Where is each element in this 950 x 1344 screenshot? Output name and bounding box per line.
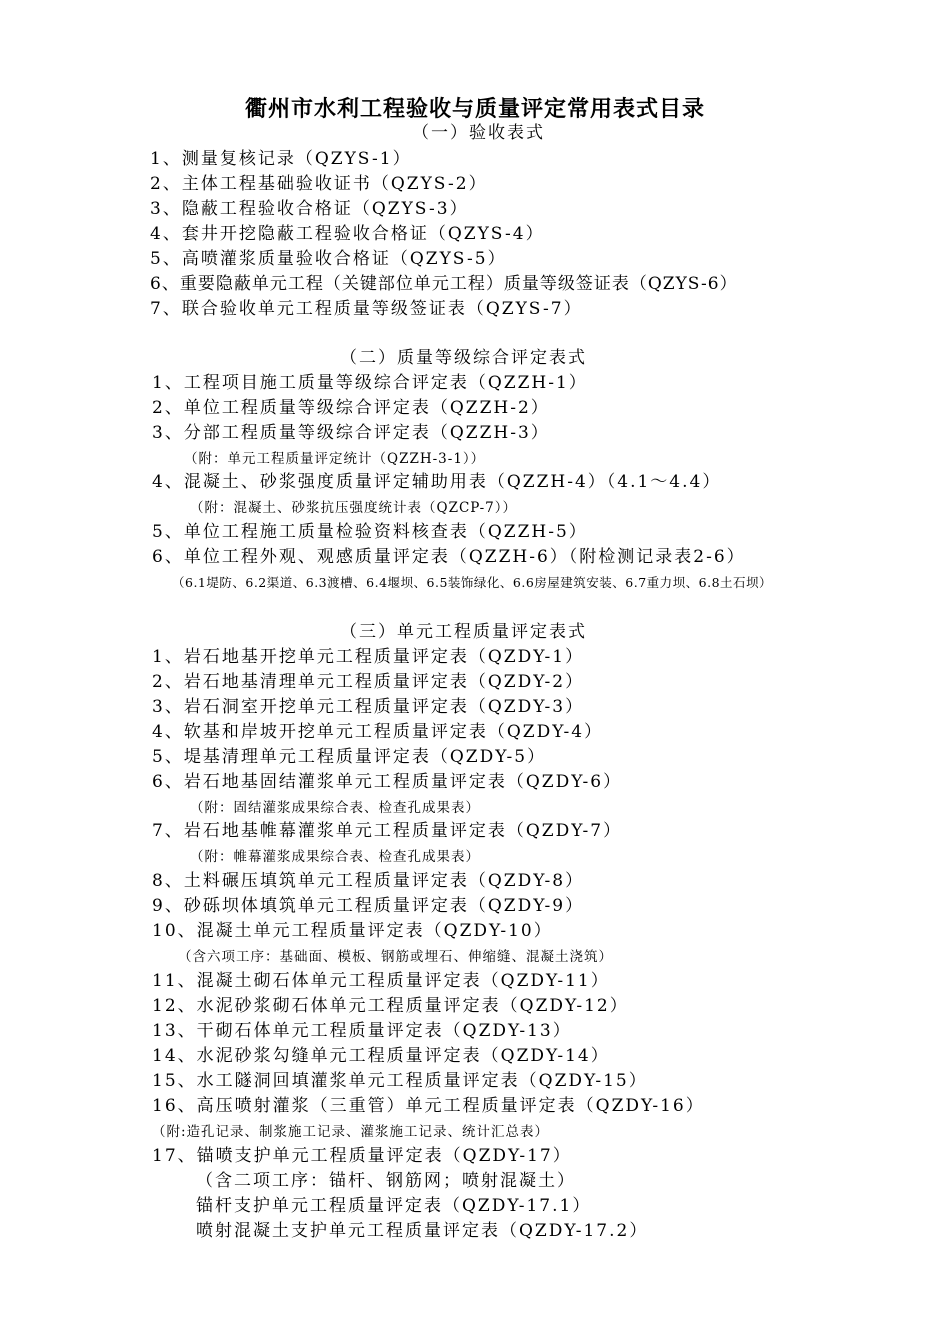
list-item: 2、单位工程质量等级综合评定表（QZZH-2） [152, 398, 550, 418]
list-item: 5、高喷灌浆质量验收合格证（QZYS-5） [150, 249, 507, 269]
list-note: （附:造孔记录、制浆施工记录、灌浆施工记录、统计汇总表） [152, 1124, 550, 1140]
list-item: 5、单位工程施工质量检验资料核查表（QZZH-5） [152, 522, 588, 542]
list-item: 6、岩石地基固结灌浆单元工程质量评定表（QZDY-6） [152, 772, 623, 792]
list-item: 3、分部工程质量等级综合评定表（QZZH-3） [152, 423, 550, 443]
list-item: 12、水泥砂浆砌石体单元工程质量评定表（QZDY-12） [152, 996, 629, 1016]
list-item: 15、水工隧洞回填灌浆单元工程质量评定表（QZDY-15） [152, 1071, 648, 1091]
list-item: 1、工程项目施工质量等级综合评定表（QZZH-1） [152, 373, 588, 393]
list-note: （附：单元工程质量评定统计（QZZH-3-1）） [184, 451, 486, 467]
list-item: 16、高压喷射灌浆（三重管）单元工程质量评定表（QZDY-16） [152, 1096, 705, 1116]
list-item: 1、测量复核记录（QZYS-1） [150, 149, 412, 169]
list-note: （含二项工序：锚杆、钢筋网；喷射混凝土） [196, 1171, 576, 1191]
list-item: 4、套井开挖隐蔽工程验收合格证（QZYS-4） [150, 224, 545, 244]
list-subitem: 喷射混凝土支护单元工程质量评定表（QZDY-17.2） [196, 1221, 649, 1241]
list-item: 10、混凝土单元工程质量评定表（QZDY-10） [152, 921, 553, 941]
list-item: 3、岩石洞室开挖单元工程质量评定表（QZDY-3） [152, 697, 585, 717]
document-title: 衢州市水利工程验收与质量评定常用表式目录 [244, 97, 705, 122]
list-item: 14、水泥砂浆勾缝单元工程质量评定表（QZDY-14） [152, 1046, 610, 1066]
list-item: 13、干砌石体单元工程质量评定表（QZDY-13） [152, 1021, 572, 1041]
list-note: （含六项工序：基础面、模板、钢筋或埋石、伸缩缝、混凝土浇筑） [178, 949, 613, 965]
list-item: 3、隐蔽工程验收合格证（QZYS-3） [150, 199, 469, 219]
section-heading-acceptance: （一）验收表式 [412, 123, 545, 143]
list-item: 6、单位工程外观、观感质量评定表（QZZH-6）（附检测记录表2-6） [152, 547, 746, 567]
list-item: 4、混凝土、砂浆强度质量评定辅助用表（QZZH-4）（4.1～4.4） [152, 472, 722, 492]
list-subitem: 锚杆支护单元工程质量评定表（QZDY-17.1） [196, 1196, 592, 1216]
section-heading-unit-quality: （三）单元工程质量评定表式 [340, 622, 587, 642]
list-item: 2、主体工程基础验收证书（QZYS-2） [150, 174, 488, 194]
list-item: 17、锚喷支护单元工程质量评定表（QZDY-17） [152, 1146, 572, 1166]
list-item: 7、岩石地基帷幕灌浆单元工程质量评定表（QZDY-7） [152, 821, 623, 841]
list-item: 11、混凝土砌石体单元工程质量评定表（QZDY-11） [152, 971, 610, 991]
list-item: 8、土料碾压填筑单元工程质量评定表（QZDY-8） [152, 871, 585, 891]
list-note: （附：混凝土、砂浆抗压强度统计表（QZCP-7）） [190, 500, 518, 516]
list-note: （附：帷幕灌浆成果综合表、检查孔成果表） [190, 849, 480, 865]
list-item: 4、软基和岸坡开挖单元工程质量评定表（QZDY-4） [152, 722, 604, 742]
list-item: 2、岩石地基清理单元工程质量评定表（QZDY-2） [152, 672, 585, 692]
list-item: 6、重要隐蔽单元工程（关键部位单元工程）质量等级签证表（QZYS-6） [150, 274, 738, 294]
section-heading-quality-grade: （二）质量等级综合评定表式 [340, 348, 587, 368]
list-item: 1、岩石地基开挖单元工程质量评定表（QZDY-1） [152, 647, 585, 667]
list-item: 5、堤基清理单元工程质量评定表（QZDY-5） [152, 747, 547, 767]
list-item: 7、联合验收单元工程质量等级签证表（QZYS-7） [150, 299, 583, 319]
list-note: （6.1堤防、6.2渠道、6.3渡槽、6.4堰坝、6.5装饰绿化、6.6房屋建筑安装、6.7重力坝、6.8土石坝） [172, 575, 773, 590]
list-note: （附：固结灌浆成果综合表、检查孔成果表） [190, 800, 480, 816]
list-item: 9、砂砾坝体填筑单元工程质量评定表（QZDY-9） [152, 896, 585, 916]
